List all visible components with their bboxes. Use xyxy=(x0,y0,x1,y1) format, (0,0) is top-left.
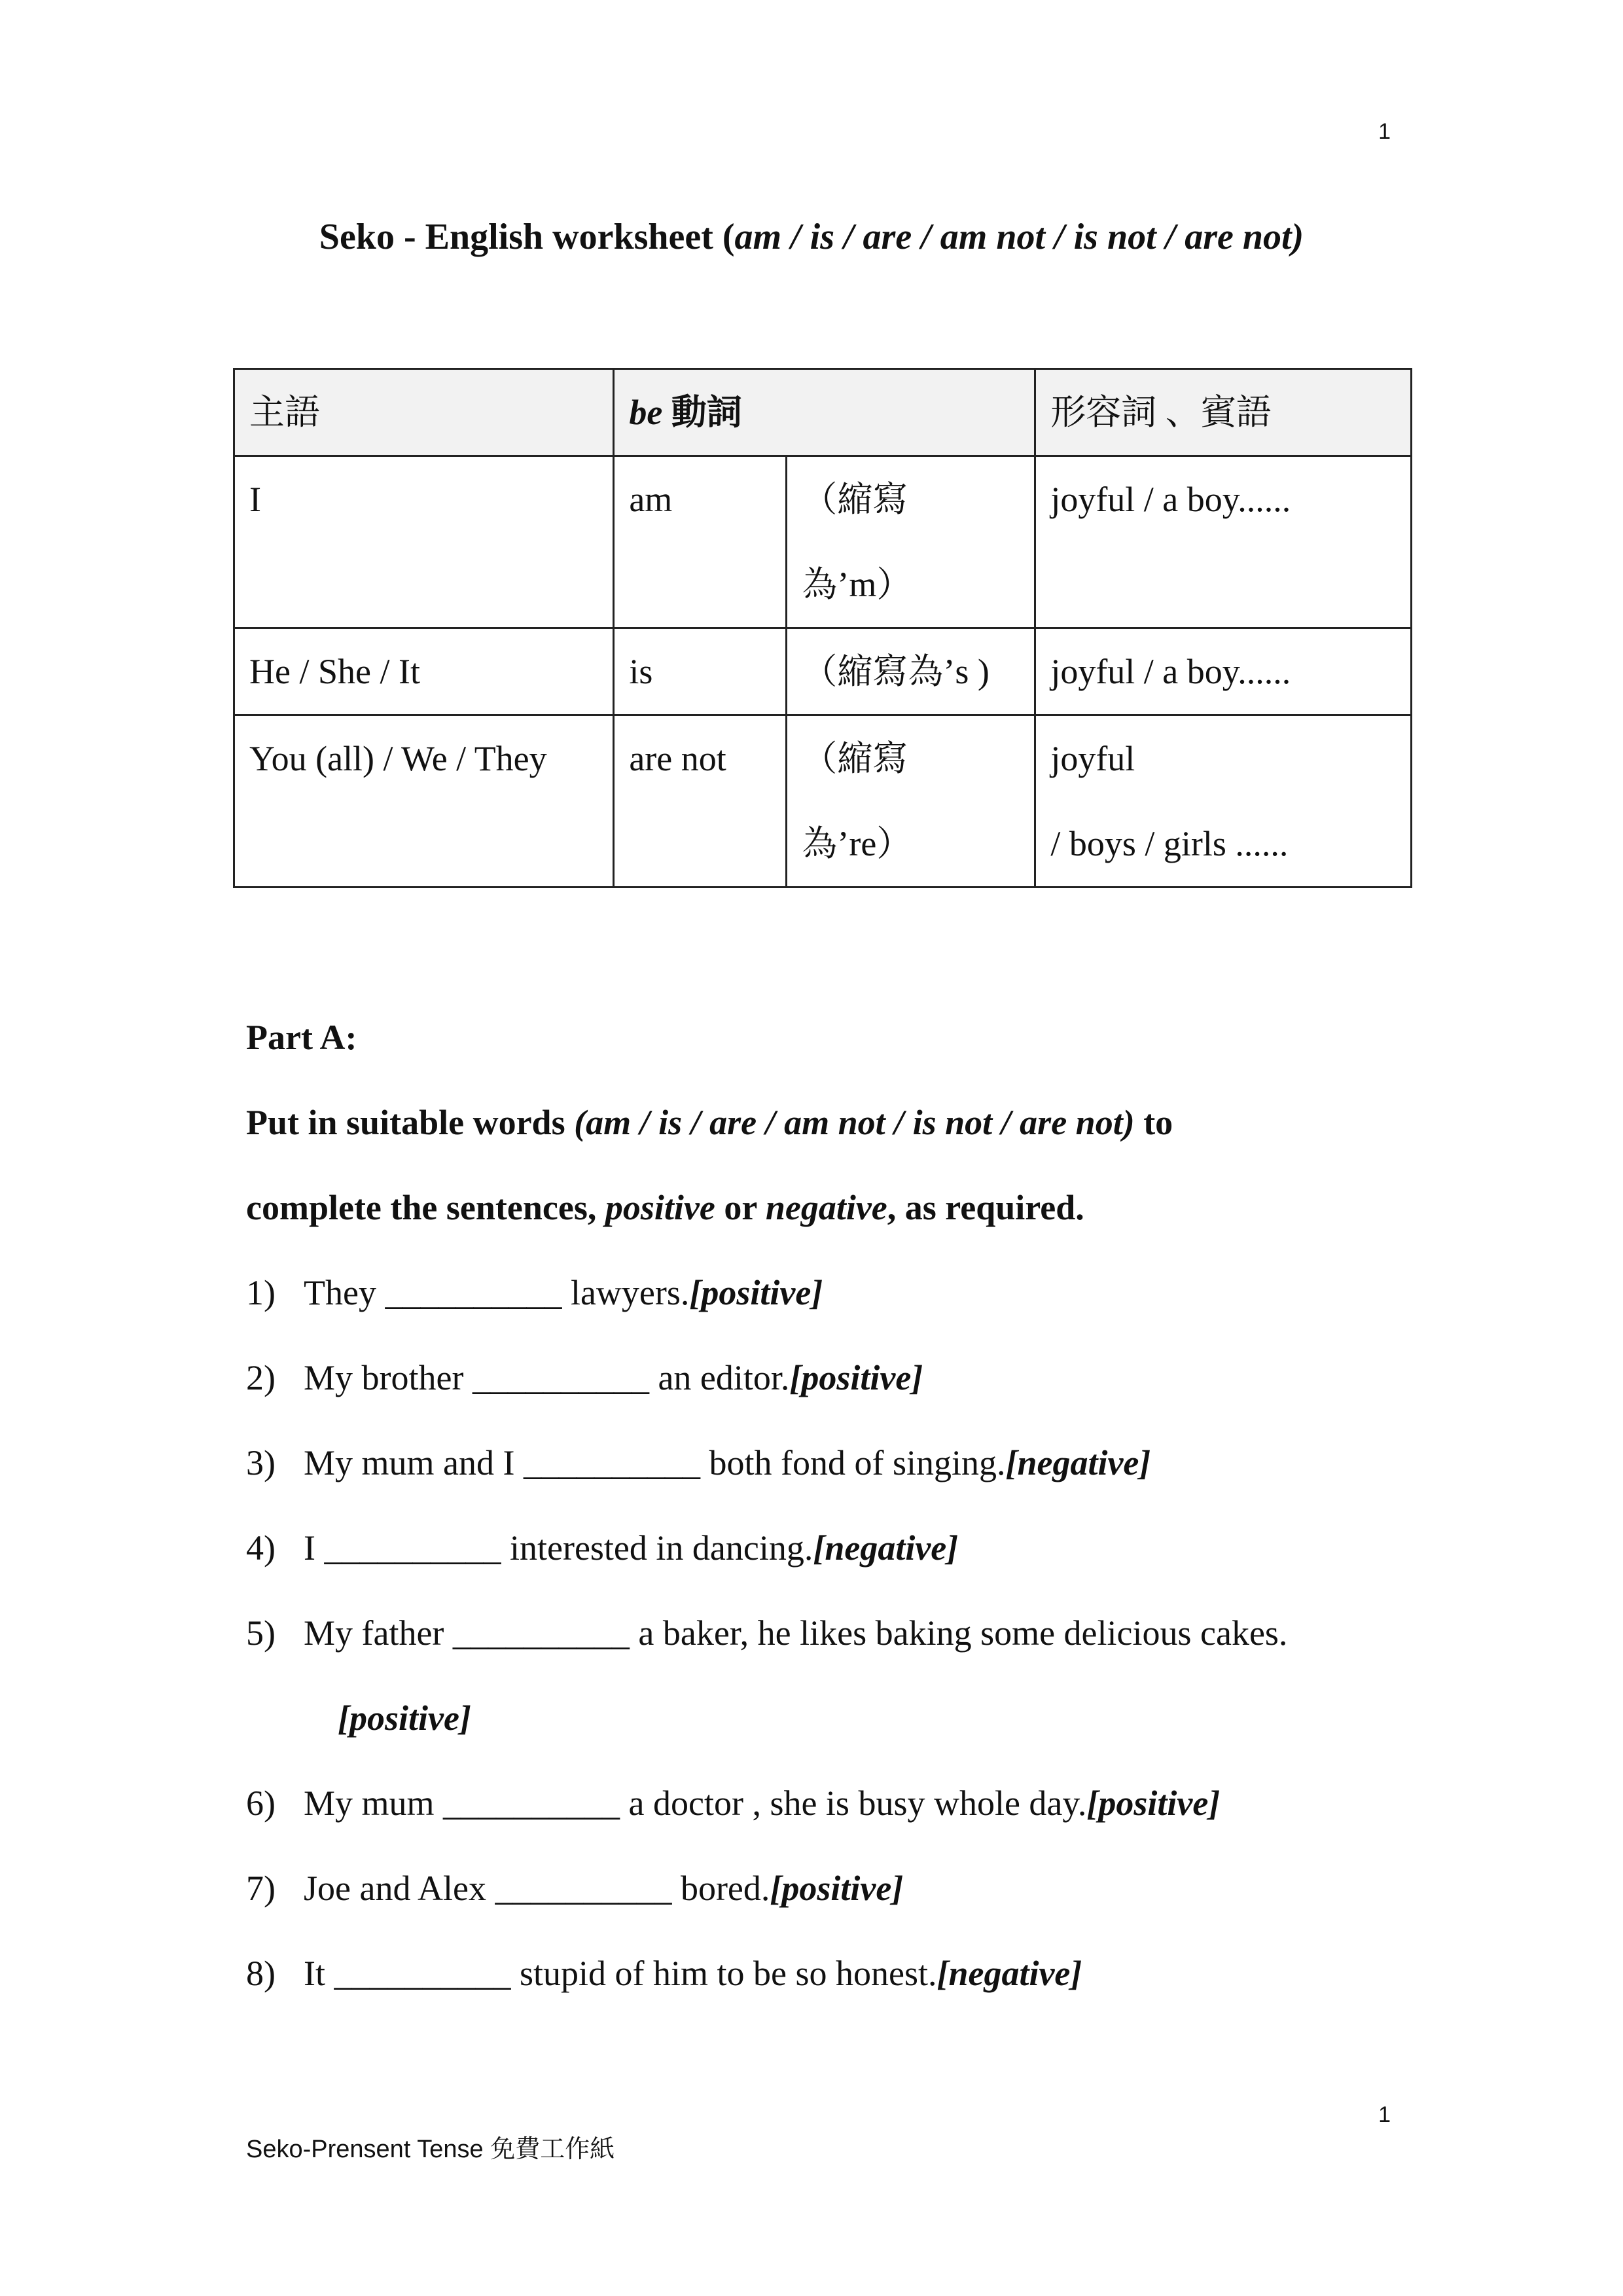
question-3: 3) My mum and I __________ both fond of singing. [negative] xyxy=(246,1443,1151,1482)
page-footer xyxy=(246,2128,615,2164)
table-row xyxy=(234,456,1412,628)
question-8: 8) It __________ stupid of him to be so honest. [negative] xyxy=(246,1954,1082,1993)
worksheet-title xyxy=(0,216,1623,258)
question-5: 5) My father __________ a baker, he likes baking some delicious cakes. xyxy=(246,1613,1288,1653)
header-verb-be: be xyxy=(629,393,663,432)
cell-object: joyful / a boy...... xyxy=(1035,628,1412,715)
table-header-row xyxy=(234,369,1412,456)
question-1: 1) They __________ lawyers. [positive] xyxy=(246,1273,823,1312)
title-italic: am / is / are / am not / is not / are not) xyxy=(734,217,1304,257)
title-main: Seko - English worksheet ( xyxy=(319,217,735,257)
header-subject: 主語 xyxy=(234,369,614,456)
part-a-heading: Part A: xyxy=(246,1018,357,1057)
cell-short: （縮寫 為’re） xyxy=(787,715,1035,888)
table-row xyxy=(234,715,1412,888)
table-row xyxy=(234,628,1412,715)
question-4: 4) I __________ interested in dancing. [negative] xyxy=(246,1528,959,1568)
cell-object: joyful / a boy...... xyxy=(1035,456,1412,628)
header-verb xyxy=(614,369,1035,456)
instructions-line-1: Put in suitable words (am / is / are / am not / is not / are not) to xyxy=(246,1103,1173,1142)
cell-verb: am xyxy=(614,456,787,628)
cell-verb: are not xyxy=(614,715,787,888)
question-7: 7) Joe and Alex __________ bored. [positive] xyxy=(246,1869,904,1908)
part-a-section xyxy=(246,995,1424,2016)
instructions-line-2: complete the sentences, positive or negative, as required. xyxy=(246,1188,1084,1227)
cell-short: （縮寫 為’m） xyxy=(787,456,1035,628)
header-verb-label: 動詞 xyxy=(662,393,742,432)
footer-cjk-text: 免費工作紙 xyxy=(490,2134,615,2163)
cell-short: （縮寫為’s ) xyxy=(787,628,1035,715)
page-number-bottom: 1 xyxy=(1378,2102,1391,2127)
cell-object: joyful / boys / girls ...... xyxy=(1035,715,1412,888)
header-object: 形容詞 、賓語 xyxy=(1035,369,1412,456)
question-2: 2) My brother __________ an editor. [positive] xyxy=(246,1358,923,1397)
be-verb-table xyxy=(233,368,1412,888)
cell-subject: You (all) / We / They xyxy=(234,715,614,888)
cell-subject: I xyxy=(234,456,614,628)
footer-text: Seko-Prensent Tense xyxy=(246,2136,491,2163)
page-number-top: 1 xyxy=(1378,119,1391,144)
cell-subject: He / She / It xyxy=(234,628,614,715)
question-5-tag: [positive] xyxy=(338,1698,471,1738)
question-6: 6) My mum __________ a doctor , she is busy whole day. [positive] xyxy=(246,1784,1221,1823)
cell-verb: is xyxy=(614,628,787,715)
